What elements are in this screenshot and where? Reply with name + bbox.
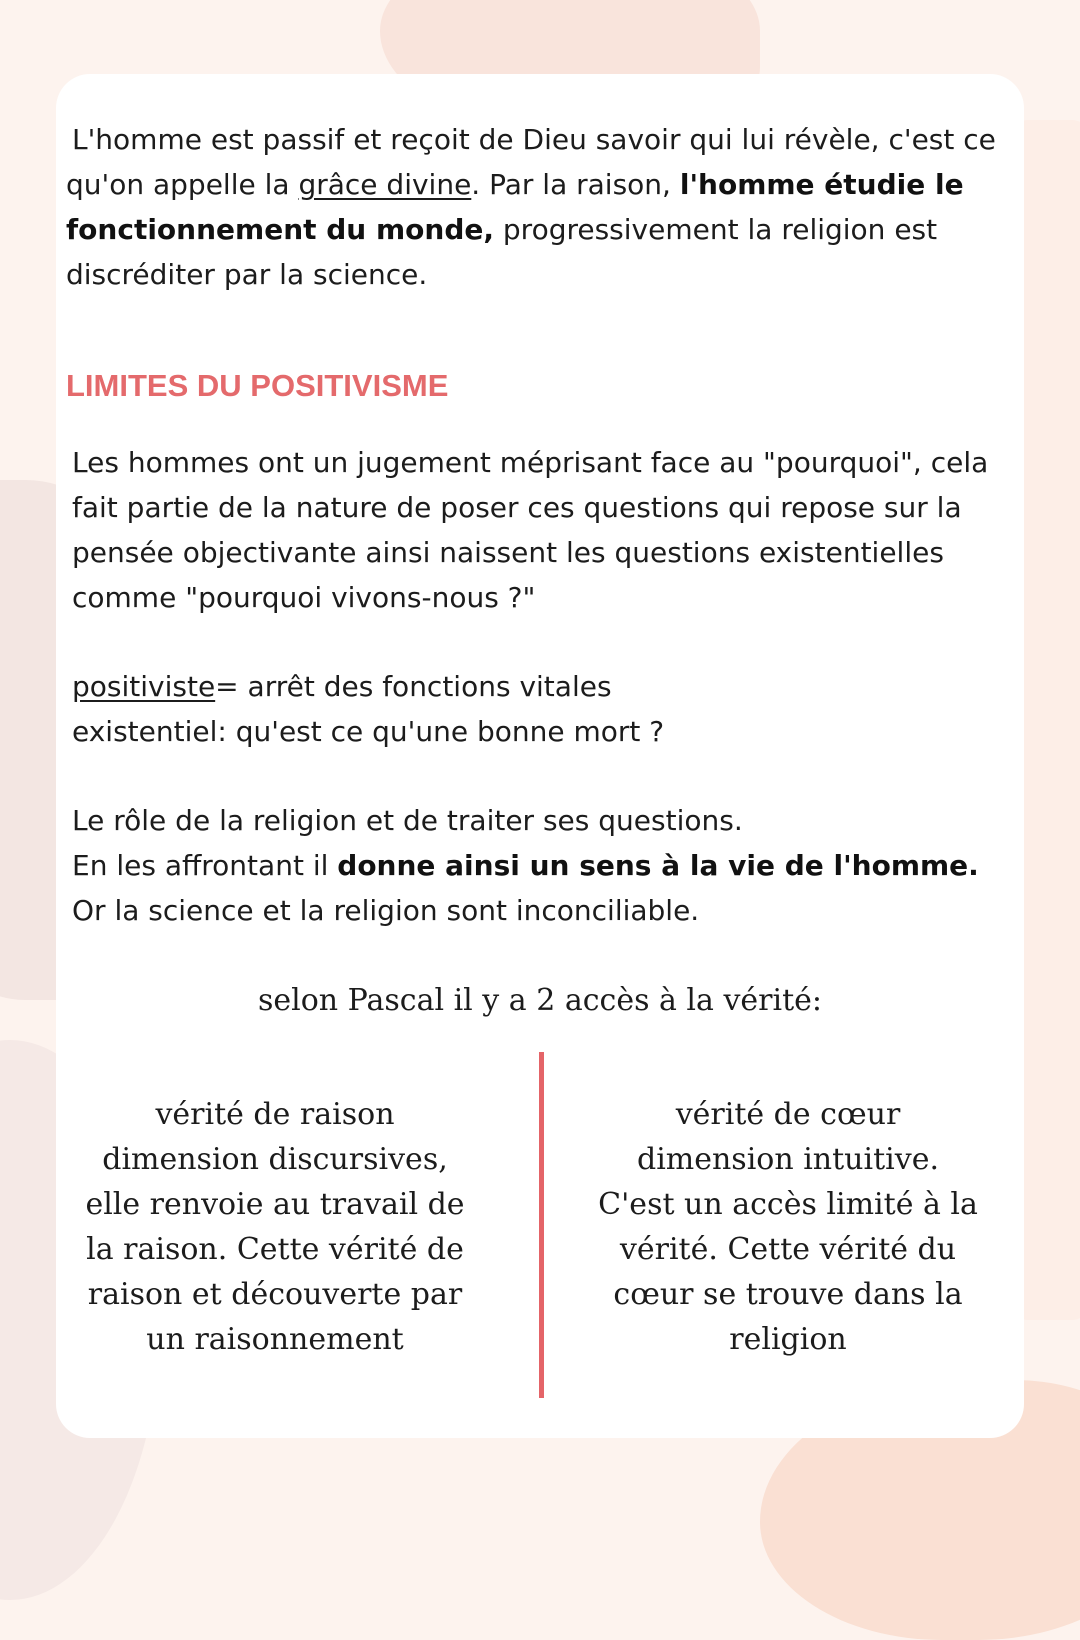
existentiel-definition: existentiel: qu'est ce qu'une bonne mort ?: [72, 715, 665, 748]
column-line: C'est un accès limité à la: [598, 1187, 978, 1222]
column-line: un raisonnement: [146, 1322, 404, 1357]
positiviste-def: = arrêt des fonctions vitales: [215, 670, 612, 703]
intro-text: . Par la raison,: [471, 168, 680, 201]
intro-line-2: [66, 162, 964, 207]
intro-bold-text: fonctionnement du monde,: [66, 213, 494, 246]
column-line: raison et découverte par: [87, 1277, 463, 1312]
paragraph-line: Or la science et la religion sont inconciliable.: [72, 894, 700, 927]
column-divider: [539, 1052, 544, 1398]
column-line: religion: [729, 1322, 847, 1357]
verite-coeur-column: [578, 1092, 998, 1362]
limits-paragraph: [72, 440, 988, 620]
paragraph-line: comme "pourquoi vivons-nous ?": [72, 581, 536, 614]
intro-text: qu'on appelle la: [66, 168, 299, 201]
column-line: cœur se trouve dans la: [613, 1277, 963, 1312]
paragraph-line: fait partie de la nature de poser ces questions qui repose sur la: [72, 491, 962, 524]
intro-text: L'homme est passif et reçoit de Dieu savoir qui lui révèle, c'est ce: [72, 123, 996, 156]
intro-text: discréditer par la science.: [66, 258, 428, 291]
column-line: elle renvoie au travail de: [85, 1187, 465, 1222]
column-line: vérité. Cette vérité du: [619, 1232, 957, 1267]
pascal-title: selon Pascal il y a 2 accès à la vérité:: [257, 983, 823, 1018]
paragraph-line: Le rôle de la religion et de traiter ses questions.: [72, 804, 743, 837]
column-line: dimension discursives,: [102, 1142, 448, 1177]
intro-line-4: [66, 252, 427, 297]
grace-divine-term: grâce divine: [298, 168, 472, 201]
intro-line-3: [66, 207, 937, 252]
paragraph-line: Les hommes ont un jugement méprisant face au "pourquoi", cela: [72, 446, 989, 479]
column-line: dimension intuitive.: [636, 1142, 939, 1177]
column-line: vérité de raison: [155, 1097, 395, 1132]
column-line: la raison. Cette vérité de: [86, 1232, 464, 1267]
intro-bold-text: l'homme étudie le: [679, 168, 964, 201]
positiviste-term: positiviste: [72, 670, 216, 703]
intro-text: progressivement la religion est: [494, 213, 938, 246]
affront-bold-text: donne ainsi un sens à la vie de l'homme.: [337, 849, 979, 882]
paragraph-line: pensée objectivante ainsi naissent les questions existentielles: [72, 536, 944, 569]
paragraph-line: [72, 843, 979, 888]
section-heading: LIMITES DU POSITIVISME: [66, 368, 449, 403]
intro-line-1: [72, 117, 996, 162]
positiviste-definition: [72, 664, 664, 709]
column-line: vérité de cœur: [675, 1097, 901, 1132]
affront-text: En les affrontant il: [72, 849, 338, 882]
verite-raison-column: [60, 1092, 490, 1362]
definitions: [72, 664, 664, 754]
role-paragraph: [72, 798, 979, 933]
